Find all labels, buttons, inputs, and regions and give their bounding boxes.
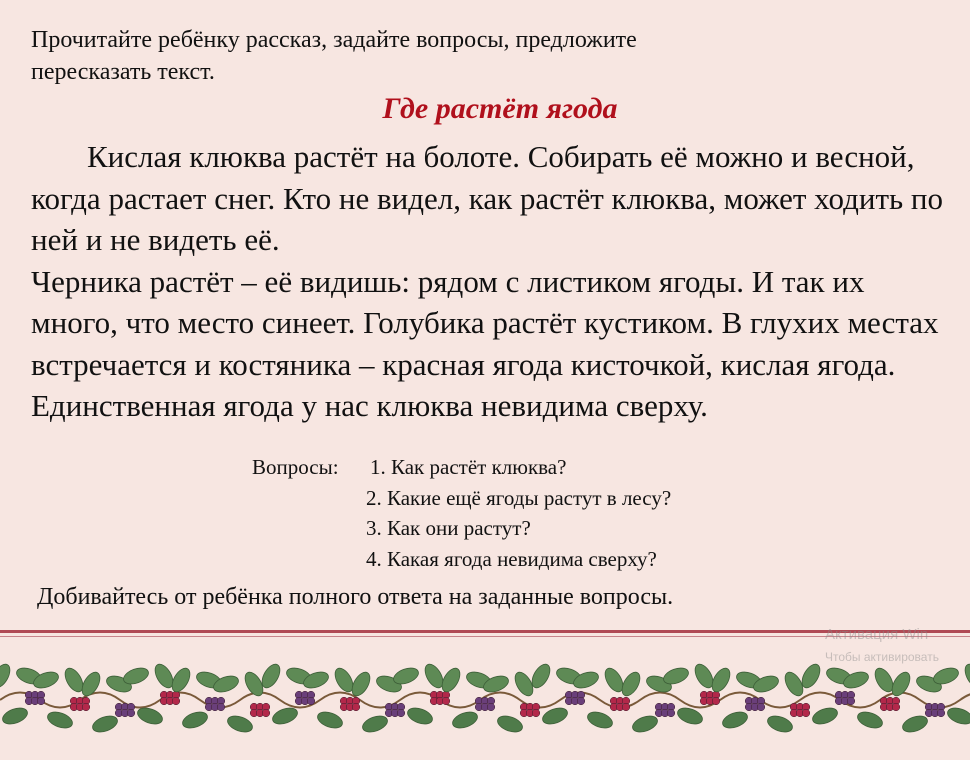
berry-shape <box>217 703 225 711</box>
leaf-shape <box>270 705 299 727</box>
watermark-line-2: Чтобы активировать <box>825 650 939 664</box>
leaf-shape <box>45 709 74 731</box>
story-body <box>31 136 951 427</box>
intro-text <box>31 24 791 88</box>
closing-instruction: Добивайтесь от ребёнка полного ответа на заданные вопросы. <box>37 584 674 610</box>
leaf-shape <box>540 705 569 727</box>
berry-shape <box>622 703 630 711</box>
berry-shape <box>487 703 495 711</box>
intro-line-1: Прочитайте ребёнку рассказ, задайте вопросы, предложите <box>31 27 637 53</box>
leaf-shape <box>0 661 14 691</box>
berry-shape <box>847 697 855 705</box>
questions-block <box>252 452 812 574</box>
leaf-shape <box>315 709 344 731</box>
leaf-shape <box>360 713 389 735</box>
berry-shape <box>757 703 765 711</box>
berry-shape <box>82 703 90 711</box>
leaf-shape <box>405 705 434 727</box>
leaf-shape <box>180 709 209 731</box>
leaf-shape <box>630 713 659 735</box>
leaf-shape <box>90 713 119 735</box>
question-row-1 <box>252 452 812 483</box>
leaf-shape <box>900 713 929 735</box>
berry-shape <box>352 703 360 711</box>
intro-line-2: пересказать текст. <box>31 59 215 85</box>
question-item: 1. Как растёт клюква? <box>370 455 567 479</box>
berry-shape <box>307 697 315 705</box>
leaf-shape <box>720 709 749 731</box>
berry-shape <box>802 709 810 717</box>
question-item: 4. Какая ягода невидима сверху? <box>366 546 657 571</box>
berry-shape <box>442 697 450 705</box>
leaf-shape <box>225 713 254 735</box>
berry-shape <box>667 709 675 717</box>
berry-shape <box>37 697 45 705</box>
leaf-shape <box>855 709 884 731</box>
question-item: 3. Как они растут? <box>366 516 531 540</box>
story-paragraph-1: Кислая клюква растёт на болоте. Собирать её можно и весной, когда растает снег. Кто не видел, как растёт клюква, может ходить по ней и не видеть её. <box>31 139 943 257</box>
story-title: Где растёт ягода <box>382 92 618 125</box>
berry-shape <box>262 709 270 717</box>
leaf-shape <box>945 705 970 727</box>
leaf-shape <box>495 713 524 735</box>
questions-label: Вопросы: <box>252 455 339 479</box>
berry-shape <box>892 703 900 711</box>
story-paragraph-2: Черника растёт – её видишь: рядом с листиком ягоды. И так их много, что место синеет. Голубика растёт кустиком. В глухих местах встречается и костяника – красная ягода кисточкой, кислая ягода. Единственная ягода у нас клюква невидима сверху. <box>31 263 939 423</box>
leaf-shape <box>0 705 29 727</box>
watermark-line-1: Активация Win <box>825 626 929 643</box>
windows-activation-watermark <box>825 624 970 668</box>
berry-shape <box>577 697 585 705</box>
leaf-shape <box>450 709 479 731</box>
question-item: 2. Какие ещё ягоды растут в лесу? <box>366 485 672 510</box>
leaf-shape <box>810 705 839 727</box>
berry-shape <box>397 709 405 717</box>
berry-shape <box>172 697 180 705</box>
leaf-shape <box>765 713 794 735</box>
berry-shape <box>127 709 135 717</box>
berry-shape <box>712 697 720 705</box>
berry-shape <box>937 709 945 717</box>
berry-shape <box>532 709 540 717</box>
leaf-shape <box>585 709 614 731</box>
